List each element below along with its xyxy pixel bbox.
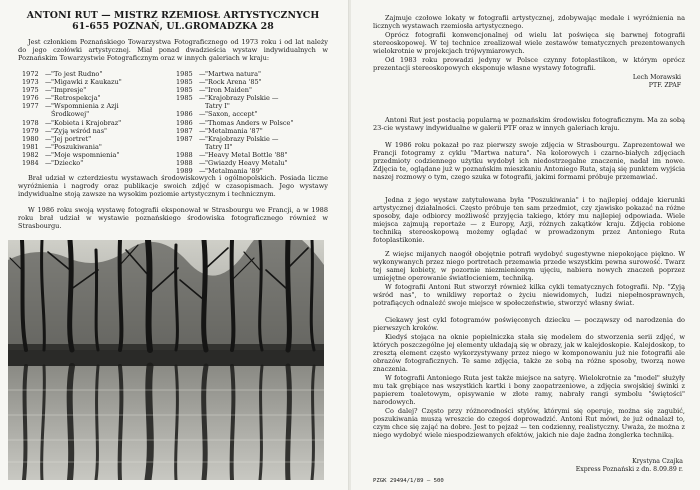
right-page — [351, 0, 700, 490]
exhibition-year: 1986 — [176, 110, 193, 119]
print-code: PZGK 29494/1/89 — 500 — [373, 478, 444, 484]
exhibition-year: 1977 — [22, 102, 39, 111]
exhibition-item — [22, 102, 172, 110]
exhibition-dash: — — [45, 86, 52, 95]
exhibition-title: "Metalmania '87" — [205, 126, 263, 135]
exhibition-title: Środkowej" — [51, 110, 90, 119]
exhibition-title: "Wspomnienia z Azji — [51, 102, 119, 111]
exhibition-year: 1988 — [176, 159, 193, 168]
right-paragraph-10: Kiedyś stojąca na oknie popielniczka stała się modelem do stworzenia serii zdjęć, w których poszczególne jej elementy układają się w obrazy, jak w kalejdoskopie. Kalejdoskop, to zresztą element często wykorzystywany przez niego w komponowaniu już nie fotografii ale obrazów fotograficznych. Te same zdjęcia, także ze sobą na różne sposoby, tworzą nowe znaczenia. — [373, 333, 685, 374]
exhibition-year: 1986 — [176, 118, 193, 127]
exhibition-item — [176, 110, 331, 118]
exhibition-dash: — — [199, 150, 206, 159]
exhibition-year: 1985 — [176, 86, 193, 95]
exhibition-item — [22, 110, 172, 118]
exhibition-item — [176, 86, 331, 94]
signature-2 — [521, 458, 683, 474]
exhibition-dash: — — [199, 78, 206, 87]
right-paragraph-5: W 1986 roku pokazał po raz pierwszy swoje zdjęcia w Strasbourgu. Zaprezentował we Francji fotogramy z cyklu "Martwa natura". Na kolorowych i czarno-białych zdjęciach przedmioty codziennego użytku wydobył ich niedostrzegalne znaczenie, nadał im nowe. Zdjęcia te, oglądane już w poznańskim mieszkaniu Antoniego Ruta, stają się punktem wyjścia naszej rozmowy o tym, czego szuka w fotografii, jakimi formami próbuje przemawiać. — [373, 141, 685, 182]
title-line-2: 61-655 POZNAŃ, UL.GROMADZKA 28 — [72, 21, 274, 32]
exhibition-item — [22, 86, 172, 94]
exhibition-dash: — — [45, 134, 52, 143]
exhibition-title: "Retrospekcja" — [51, 94, 101, 103]
exhibition-dash: — — [199, 118, 206, 127]
exhibition-list-right — [176, 70, 331, 175]
exhibition-item — [22, 143, 172, 151]
exhibition-item — [22, 135, 172, 143]
exhibition-item — [22, 151, 172, 159]
signature-2-name: Krystyna Czajka — [632, 458, 683, 465]
exhibition-dash: — — [199, 159, 206, 168]
exhibition-item — [176, 119, 331, 127]
exhibition-dash: — — [199, 86, 206, 95]
exhibition-item — [176, 143, 331, 151]
exhibition-dash: — — [45, 159, 52, 168]
exhibition-title: "Moje wspomnienia" — [51, 150, 120, 159]
exhibition-year: 1972 — [22, 70, 39, 78]
right-paragraph-1: Zajmuje czołowe lokaty w fotografii artystycznej, zdobywając medale i wyróżnienia na licznych wystawach rzemiosła artystycznego. — [373, 14, 685, 31]
exhibition-title: "Rock Arena '85" — [205, 78, 262, 87]
exhibition-dash: — — [45, 70, 52, 78]
paragraph-2: Brał udział w czterdziestu wystawach środowiskowych i ogólnopolskich. Posiada liczne wyróżnienia i nagrody oraz publikacje swoich zdjęć w czasopismach. Jego wystawy indywidualne stoją zawsze na wysokim poziomie artystycznym i technicznym. — [18, 174, 328, 199]
exhibition-item — [22, 127, 172, 135]
exhibition-title: "Iron Maiden" — [205, 86, 252, 95]
right-paragraph-6: Jedna z jego wystaw zatytułowana była "Poszukiwania" i to najlepiej oddaje kierunki artystycznej działalności. Często próbuje ten sam przedmiot, czy zjawisko pokazać na różne sposoby, daje odbiorcy możliwość przyjęcia takiego, który mu najlepiej odpowiada. Wiele miejsca zajmują reportaże — z Europy, Azji, różnych zakątków kraju. Zdjęcia robione techniką stereoskopową możemy oglądać w prowadzonym przez Antoniego Ruta fotoplastikonie. — [373, 196, 685, 245]
signature-1-org: PTF. ZPAF — [648, 82, 681, 89]
exhibition-title: "Thomas Anders w Polsce" — [205, 118, 294, 127]
paragraph-3: W 1986 roku swoją wystawę fotografii eksponował w Strasbourgu we Francji, a w 1988 roku brał udział w wystawie poznańskiego środowiska fotograficznego również w Strasbourgu. — [18, 206, 328, 231]
exhibition-title: "Kobieta i Krajobraz" — [51, 118, 122, 127]
exhibition-year: 1985 — [176, 94, 193, 103]
exhibition-title: "Krajobrazy Polskie — — [205, 134, 279, 143]
right-paragraph-7: Z wiejsc mijanych naogół obojętnie potrafi wydobyć sugestywne niepokojące piękno. W wykonywanych przez niego portretach przemawia przede wszystkim pewna surowość. Twarz tej samej kobiety, w pozornie niezmienionym ujęciu, nabiera nowych znaczeń poprzez umiejętne operowanie światłocieniem, techniką. — [373, 250, 685, 283]
exhibition-item — [22, 159, 172, 167]
exhibition-year: 1985 — [176, 70, 193, 78]
exhibition-title: "To jest Rudno" — [51, 70, 103, 78]
trees-reflection-photo — [8, 240, 324, 480]
exhibition-item — [22, 78, 172, 86]
exhibition-title: "Heavy Metal Bottle '88" — [205, 150, 288, 159]
exhibition-year: 1976 — [22, 94, 39, 103]
exhibition-title: "Gwiazdy Heavy Metalu" — [205, 159, 288, 168]
exhibition-dash: — — [45, 94, 52, 103]
exhibition-dash: — — [199, 110, 206, 119]
right-paragraph-8: W fotografii Antoni Rut stworzył również kilka cykli tematycznych fotografii. Np. "Zyją wśród nas", to wnikliwy reportaż o życiu niewidomych, ludzi niepełnosprawnych, potrafiących odnaleźć swoje miejsce w społeczeństwie, stworzyć własny świat. — [373, 283, 685, 308]
title-line-1: ANTONI RUT — MISTRZ RZEMIOSŁ ARTYSTYCZNYCH — [26, 10, 320, 21]
exhibition-dash: — — [45, 126, 52, 135]
exhibition-title: "Metalmania '89" — [205, 167, 263, 176]
exhibition-dash: — — [45, 150, 52, 159]
intro-paragraph: Jest członkiem Poznańskiego Towarzystwa Fotograficznego od 1973 roku i od lat należy do jego czołówki artystycznej. Miał ponad dwadzieścia wystaw indywidualnych w Poznańskim Towarzystwie Fotograficznym oraz w innych galeriach w kraju: — [18, 38, 328, 63]
exhibition-item — [176, 102, 331, 110]
exhibition-year: 1980 — [22, 134, 39, 143]
exhibition-item — [176, 159, 331, 167]
exhibition-year: 1984 — [22, 159, 39, 168]
exhibition-year: 1982 — [22, 150, 39, 159]
exhibition-year: 1985 — [176, 78, 193, 87]
signature-2-source: Express Poznański z dn. 8.09.89 r. — [575, 466, 683, 473]
landscape-photograph — [8, 240, 324, 480]
exhibition-dash: — — [199, 70, 206, 78]
exhibition-year — [176, 102, 199, 110]
right-paragraph-9: Ciekawy jest cykl fotogramów poświęconych dziecku — począwszy od narodzenia do pierwszych kroków. — [373, 316, 685, 333]
exhibition-title: "Jej portret" — [51, 134, 92, 143]
exhibition-dash: — — [199, 126, 206, 135]
exhibition-year: 1987 — [176, 126, 193, 135]
exhibition-year: 1987 — [176, 134, 193, 143]
exhibition-item — [176, 70, 331, 78]
right-paragraph-4: Antoni Rut jest postacią popularną w poznańskim środowisku fotograficznym. Ma za sobą 23-cie wystawy indywidualne w galerii PTF oraz w innych galeriach kraju. — [373, 116, 685, 133]
signature-1-name: Lech Morawski — [632, 74, 681, 81]
exhibition-item — [176, 151, 331, 159]
exhibition-year — [176, 143, 199, 151]
exhibition-title: "Migawki z Kaukazu" — [51, 78, 122, 87]
exhibition-year: 1988 — [176, 150, 193, 159]
exhibition-dash: — — [45, 142, 52, 151]
right-paragraph-12: Co dalej? Często przy różnorodności stylów, którymi się operuje, można się zagubić, poszukiwania muszą wreszcie do czegoś doprowadzić. Antoni Rut mówi, że już odnalazł to, czym chce się zająć na dobre. Jest to pejzaż — ten codzienny, realistyczny. Uważa, że można z niego wydobyć wiele niespodziewanych efektów, jakich nie daje żadna żonglerka techniką. — [373, 407, 685, 440]
exhibition-item — [176, 127, 331, 135]
exhibition-title: "Krajobrazy Polskie — — [205, 94, 279, 103]
exhibition-dash: — — [45, 118, 52, 127]
exhibition-item — [22, 70, 172, 78]
exhibition-dash: — — [45, 102, 52, 111]
exhibition-year — [22, 110, 45, 118]
exhibition-item — [176, 78, 331, 86]
signature-1 — [531, 74, 681, 90]
exhibition-item — [176, 94, 331, 102]
exhibition-title: "Martwa natura" — [205, 70, 261, 78]
exhibition-title: "Saxon, accept" — [205, 110, 258, 119]
exhibition-list-left — [22, 70, 172, 167]
left-page — [0, 0, 349, 490]
exhibition-year: 1989 — [176, 167, 193, 176]
exhibition-year: 1979 — [22, 126, 39, 135]
exhibition-title: Tatry I" — [205, 102, 230, 111]
exhibition-title: "Poszukiwania" — [51, 142, 102, 151]
exhibition-title: "Impresje" — [51, 86, 87, 95]
exhibition-title: "Zyją wśród nas" — [51, 126, 108, 135]
right-paragraph-2: Oprócz fotografii konwencjonalnej od wielu lat poświęca się barwnej fotografii stereoskopowej. W tej technice zrealizował wiele zestawów tematycznych prezentowanych wielokrotnie w projekcjach trójwymiarowych. — [373, 31, 685, 56]
right-paragraph-3: Od 1983 roku prowadzi jedyny w Polsce czynny fotoplastikon, w którym oprócz prezentacji stereoskopowych eksponuje własne wystawy fotografii. — [373, 56, 685, 73]
exhibition-year: 1973 — [22, 78, 39, 87]
exhibition-item — [22, 94, 172, 102]
exhibition-year: 1978 — [22, 118, 39, 127]
right-paragraph-11: W fotografii Antoniego Ruta jest także miejsce na satyrę. Wielokrotnie za "model" służyły mu tak grębiące nas wszystkich kartki i bony zaopatrzeniowe, a zdjęcia swojskiej świnki z papierem toaletowym, opisywanie w złote ramy, nabrały rangi symbolu "świętości" narodowych. — [373, 374, 685, 407]
exhibition-year: 1975 — [22, 86, 39, 95]
exhibition-year: 1981 — [22, 142, 39, 151]
article-title — [18, 10, 328, 32]
exhibition-item — [22, 119, 172, 127]
exhibition-title: "Dziecko" — [51, 159, 84, 168]
exhibition-item — [176, 135, 331, 143]
exhibition-dash: — — [45, 78, 52, 87]
exhibition-title: Tatry II" — [205, 142, 233, 151]
exhibition-dash: — — [199, 167, 206, 176]
exhibition-dash: — — [199, 94, 206, 103]
exhibition-dash: — — [199, 134, 206, 143]
